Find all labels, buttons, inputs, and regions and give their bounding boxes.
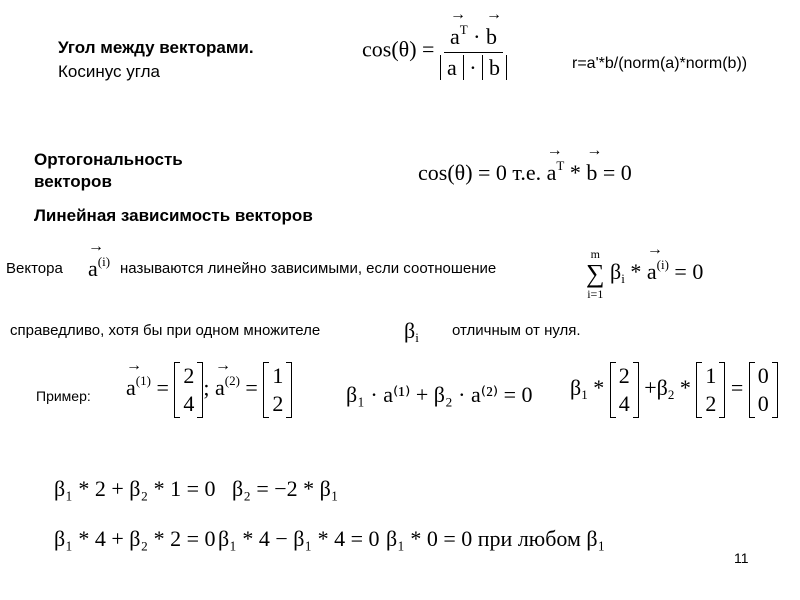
- equation-2-substitution: β₁ * 4 − β₁ * 4 = 0: [218, 526, 380, 551]
- page-number: 11: [734, 550, 749, 566]
- nonzero-text: отличным от нуля.: [452, 322, 581, 339]
- angle-title: Угол между векторами.: [58, 38, 254, 57]
- vector-arrow-icon: →: [88, 238, 104, 255]
- vector-arrow-icon: →: [126, 357, 142, 375]
- vector-arrow-icon: →: [646, 241, 663, 259]
- matlab-code: r=a'*b/(norm(a)*norm(b)): [572, 55, 748, 72]
- vector-arrow-icon: →: [546, 142, 563, 159]
- orthogonality-formula: cos(θ) = 0 т.е. → $a^T$ * → b = 0: [418, 142, 632, 185]
- summation: m ∑ i=1: [586, 247, 605, 301]
- cosine-lhs: cos(θ) =: [362, 36, 435, 62]
- vectors-label: Вектора: [6, 260, 63, 277]
- sum-formula: m ∑ i=1 $\beta_i$ * → $a^{(i)} = 0$: [586, 241, 704, 301]
- cosine-formula: [362, 6, 507, 81]
- vector-a1-matrix: 2 4: [174, 362, 203, 418]
- cosine-fraction: [440, 6, 507, 81]
- equation-2: β₁ * 4 + β₂ * 2 = 0: [54, 526, 216, 551]
- beta-i: $\beta_i$: [404, 318, 419, 345]
- linear-dependence-title: Линейная зависимость векторов: [34, 206, 313, 225]
- example-label: Пример:: [36, 388, 91, 404]
- vector-arrow-icon: →: [486, 6, 502, 23]
- numeric-combination: $\beta_1$ * 2 4 $+\beta_2$ * 1 2 = 0 0: [570, 362, 778, 418]
- equation-1-solution: β₂ = −2 * β₁: [232, 476, 339, 501]
- angle-subtitle: Косинус угла: [58, 62, 160, 81]
- condition-text: справедливо, хотя бы при одном множителе: [10, 322, 321, 339]
- vector-a2-repeat: 1 2: [696, 362, 725, 418]
- linear-combination: β₁ · a⁽¹⁾ + β₂ · a⁽²⁾ = 0: [346, 382, 533, 407]
- cosine-numerator: → $a^T$ · → b: [444, 22, 503, 53]
- vector-ai: → $a^{(i)}$: [88, 238, 111, 281]
- example-vectors: → $a^{(1)}$ = 2 4 ; → $a^{(2)}$ = 1 2: [126, 362, 292, 418]
- vector-arrow-icon: →: [214, 357, 231, 375]
- zero-vector: 0 0: [749, 362, 778, 418]
- vector-a2-matrix: 1 2: [263, 362, 292, 418]
- vector-arrow-icon: →: [449, 6, 466, 23]
- cosine-denominator: a · b: [440, 53, 507, 81]
- equation-2-conclusion: β₁ * 0 = 0 при любом β₁: [386, 526, 606, 551]
- orthogonality-title-line1: Ортогональность: [34, 150, 183, 169]
- orthogonality-title-line2: векторов: [34, 172, 112, 191]
- linear-dependence-sentence: называются линейно зависимыми, если соотношение: [120, 260, 497, 277]
- vector-arrow-icon: →: [586, 142, 603, 159]
- equation-1: β₁ * 2 + β₂ * 1 = 0: [54, 476, 216, 501]
- vector-a1-repeat: 2 4: [610, 362, 639, 418]
